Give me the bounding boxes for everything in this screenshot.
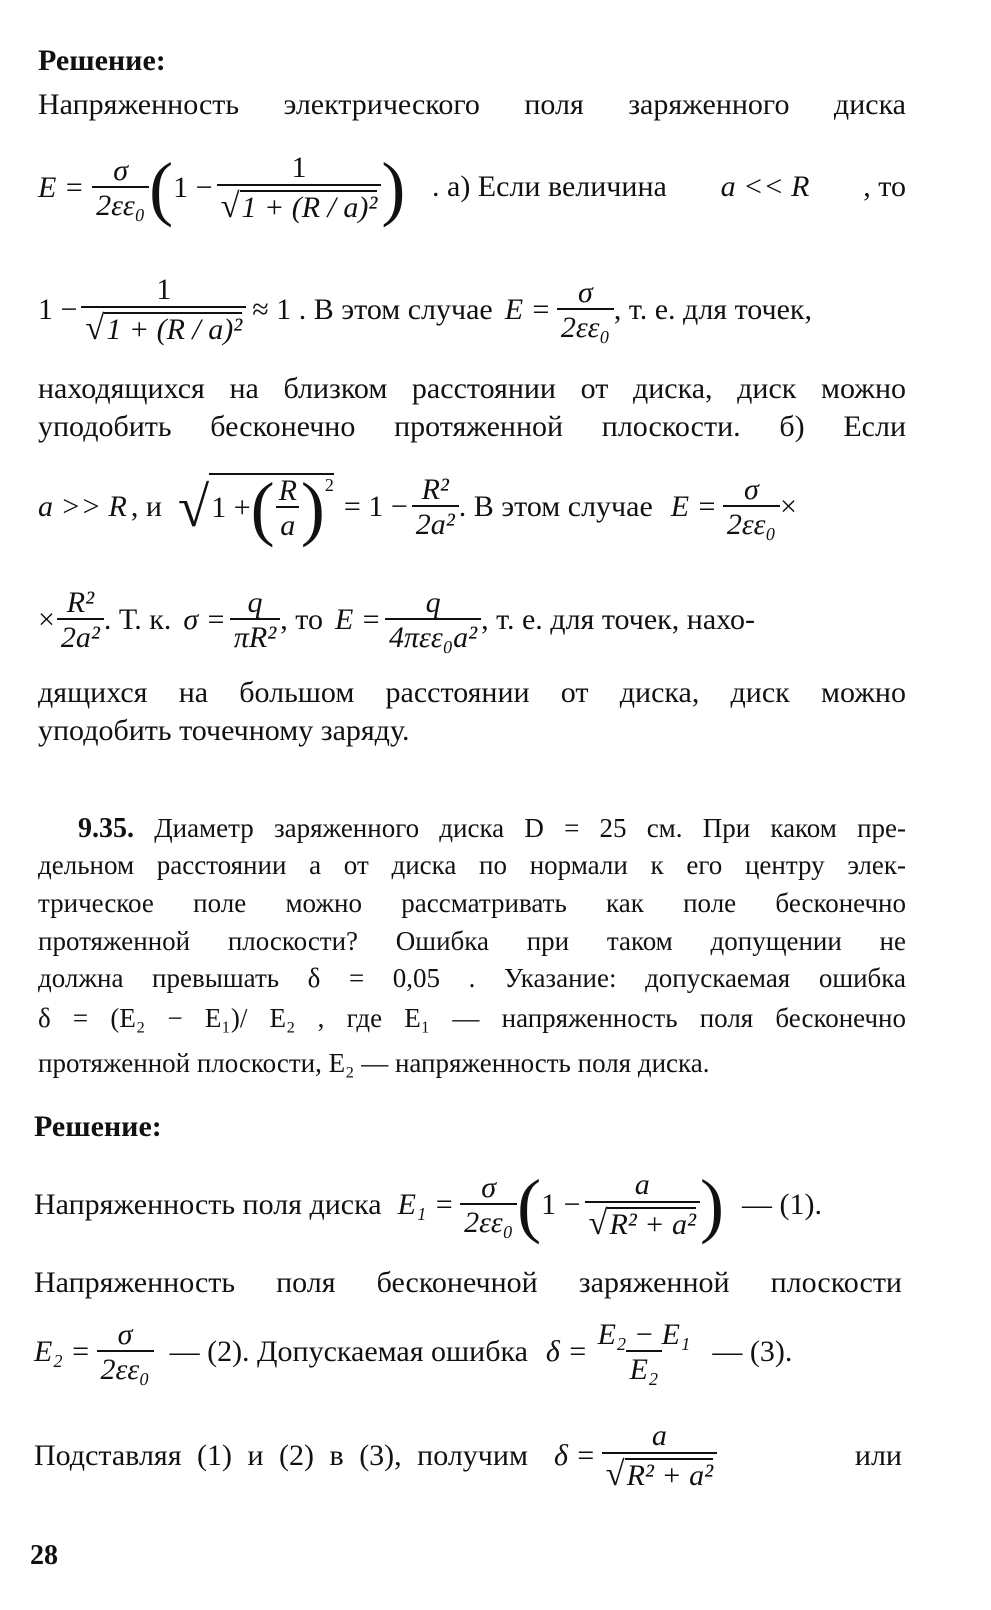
paren-close: ) <box>381 147 406 228</box>
solution1-line6: уподобить точечному заряду. <box>38 714 410 747</box>
case-a-text: . а) Если величина a << R , то <box>432 170 906 203</box>
problem-number: 9.35. <box>78 813 134 844</box>
paren-open: ( <box>149 147 174 228</box>
point-charge-formula-line: × $\frac{\text{R²}}{\text{2a²}}$ . Т. к. σ = $\frac{q}{\text{πR²}}$ , то E = $\frac{q}{\text{4πεε₀a²}}$ , т. е. для точек, нахо- <box>38 585 755 654</box>
solution-heading-2: Решение: <box>34 1110 162 1143</box>
approx-formula-line: 1 − $\frac{1}{\text{√1 + (R / a)²}}$ ≈ 1 . В этом случае E = $\frac{\sigma}{\text{2εε₀}}$ , т. е. для точек, <box>38 273 813 347</box>
case-b-formula-line: a >> R , и √ 1 + ( $\frac{R}{a}$ ) $^2$ = 1 − $\frac{\text{R²}}{\text{2a²}}$ . В этом случае E = $\frac{\sigma}{\text{2εε₀}}$ × <box>38 467 797 548</box>
solution1-line5: дящихся на большом расстоянии от диска, диск можно <box>38 676 906 709</box>
solution2-line2: Напряженность поля бесконечной заряженной плоскости <box>34 1266 902 1299</box>
problem-line3: трическое поле можно рассматривать как поле бесконечно <box>38 888 906 918</box>
problem-line2: дельном расстоянии a от диска по нормали к его центру элек- <box>38 850 906 880</box>
fraction-one-over-sqrt: $\frac{1}{\text{√1 + (R / a)²}}$ <box>217 152 382 224</box>
solution1-line4: уподобить бесконечно протяженной плоскости. б) Если <box>38 410 906 443</box>
problem-line5: должна превышать δ = 0,05 . Указание: допускаемая ошибка <box>38 963 906 993</box>
problem-line6: δ = (E₂ − E₁)/ E₂ , где E₁ — напряженность поля бесконечно <box>38 1003 906 1033</box>
problem-line4: протяженной плоскости? Ошибка при таком допущении не <box>38 926 906 956</box>
disk-field-E1-line: Напряженность поля диска E₁ = $\frac{\sigma}{\text{2εε₀}}$ ( 1 − $\frac{a}{\text{√R² + a²}}$ ) — (1). <box>34 1164 823 1245</box>
solution1-line3: находящихся на близком расстоянии от диска, диск можно <box>38 372 906 405</box>
plane-field-E2-line: E₂ = $\frac{\sigma}{\text{2εε₀}}$ — (2). Допускаемая ошибка δ = $\frac{\text{E₂ − E₁}}{\text{E₂}}$ — (3). <box>34 1317 793 1386</box>
fraction-sigma-over-2eps: $\frac{\sigma}{\text{2εε₀}}$ <box>92 155 149 222</box>
formula-E-eq: E = <box>38 171 85 204</box>
page-number: 28 <box>30 1540 58 1571</box>
problem-line7: протяженной плоскости, E₂ — напряженность поля диска. <box>38 1048 710 1078</box>
disk-field-formula <box>38 128 405 248</box>
solution-heading-1: Решение: <box>38 44 166 77</box>
solution1-line1: Напряженность электрического поля заряженного диска <box>38 88 906 121</box>
problem-line1: 9.35. Диаметр заряженного диска D = 25 см. При каком пре- <box>78 813 906 844</box>
substitution-line: Подставляя (1) и (2) в (3), получим δ = $\frac{a}{\text{√R² + a²}}$ или <box>34 1419 902 1493</box>
one-minus: 1 − <box>173 171 213 204</box>
